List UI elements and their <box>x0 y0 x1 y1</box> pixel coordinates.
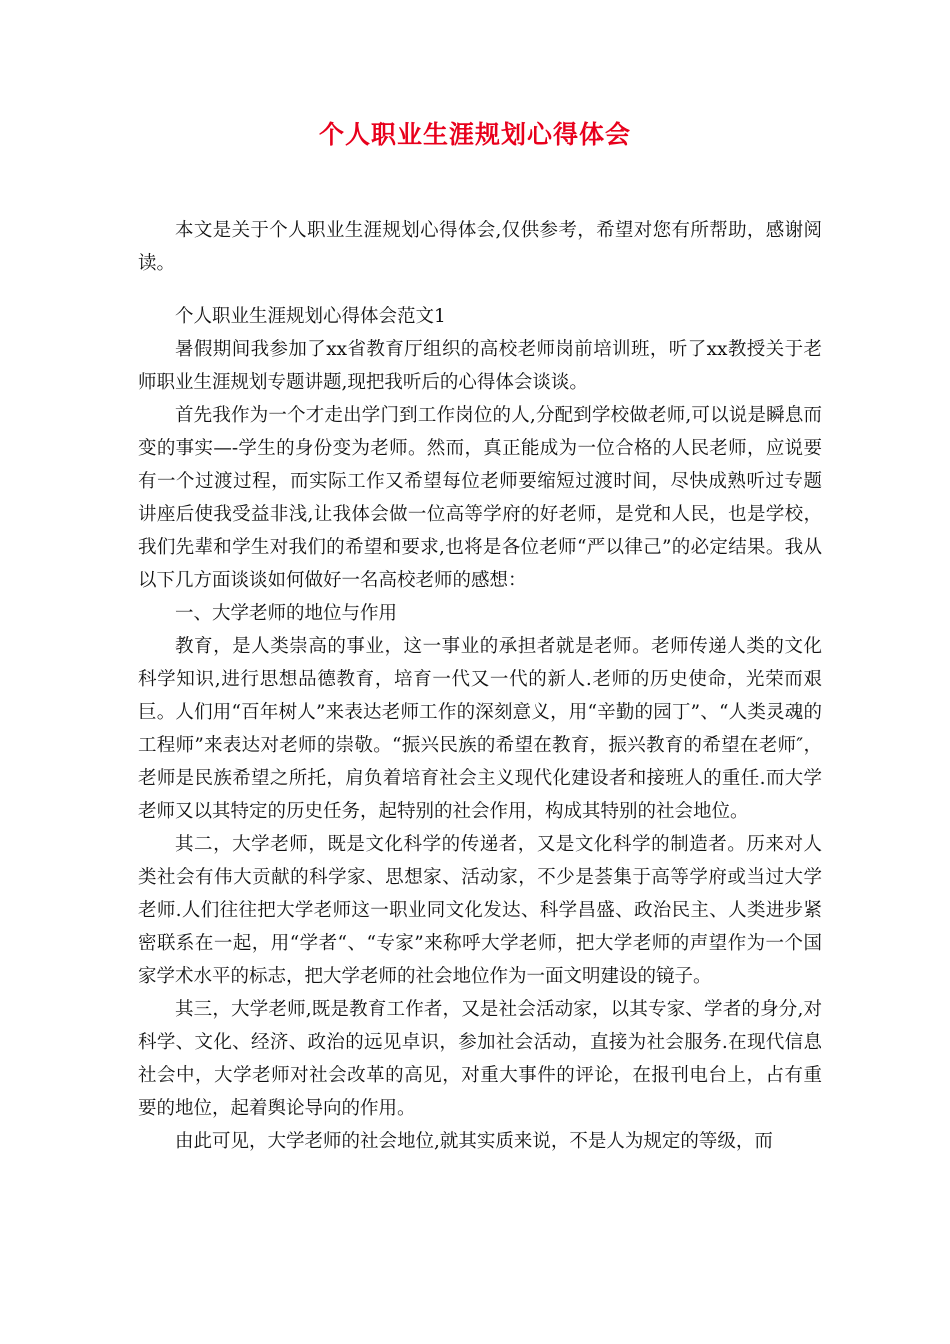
body-paragraph: 首先我作为一个才走出学门到工作岗位的人,分配到学校做老师,可以说是瞬息而变的事实—-学生的身份变为老师。然而，真正能成为一位合格的人民老师，应说要有一个过渡过程，而实际工作又希望每位老师要缩短过渡时间，尽快成熟听过专题讲座后使我受益非浅,让我体会做一位高等学府的好老师，是党和人民，也是学校，我们先辈和学生对我们的希望和要求,也将是各位老师“严以律己”的必定结果。我从以下几方面谈谈如何做好一名高校老师的感想： <box>138 405 822 591</box>
subheading: 一、大学老师的地位与作用 <box>175 603 398 624</box>
document-title: 个人职业生涯规划心得体会 <box>318 120 631 149</box>
section-heading: 个人职业生涯规划心得体会范文1 <box>175 306 446 327</box>
body-paragraph: 由此可见，大学老师的社会地位,就其实质来说，不是人为规定的等级，而 <box>175 1131 773 1152</box>
body-paragraph: 其三，大学老师,既是教育工作者，又是社会活动家，以其专家、学者的身分,对科学、文化、经济、政治的远见卓识，参加社会活动，直接为社会服务.在现代信息社会中，大学老师对社会改革的高见，对重大事件的评论，在报刊电台上，占有重要的地位，起着舆论导向的作用。 <box>138 999 822 1119</box>
body-paragraph: 其二，大学老师，既是文化科学的传递者，又是文化科学的制造者。历来对人类社会有伟大贡献的科学家、思想家、活动家，不少是荟集于高等学府或当过大学老师.人们往往把大学老师这一职业同文化发达、科学昌盛、政治民主、人类进步紧密联系在一起，用“学者“、“专家”来称呼大学老师，把大学老师的声望作为一个国家学术水平的标志，把大学老师的社会地位作为一面文明建设的镜子。 <box>138 834 822 987</box>
document-body <box>138 214 822 1158</box>
body-paragraph: 教育，是人类崇高的事业，这一事业的承担者就是老师。老师传递人类的文化科学知识,进行思想品德教育，培育一代又一代的新人.老师的历史使命，光荣而艰巨。人们用“百年树人”来表达老师工作的深刻意义，用“辛勤的园丁”、“人类灵魂的工程师”来表达对老师的崇敬。“振兴民族的希望在教育，振兴教育的希望在老师″，老师是民族希望之所托，肩负着培育社会主义现代化建设者和接班人的重任.而大学老师又以其特定的历史任务，起特别的社会作用，构成其特别的社会地位。 <box>138 636 822 822</box>
intro-paragraph: 本文是关于个人职业生涯规划心得体会,仅供参考，希望对您有所帮助，感谢阅读。 <box>138 220 822 274</box>
body-paragraph: 暑假期间我参加了xx省教育厅组织的高校老师岗前培训班，听了xx教授关于老师职业生涯规划专题讲题,现把我听后的心得体会谈谈。 <box>138 339 822 393</box>
